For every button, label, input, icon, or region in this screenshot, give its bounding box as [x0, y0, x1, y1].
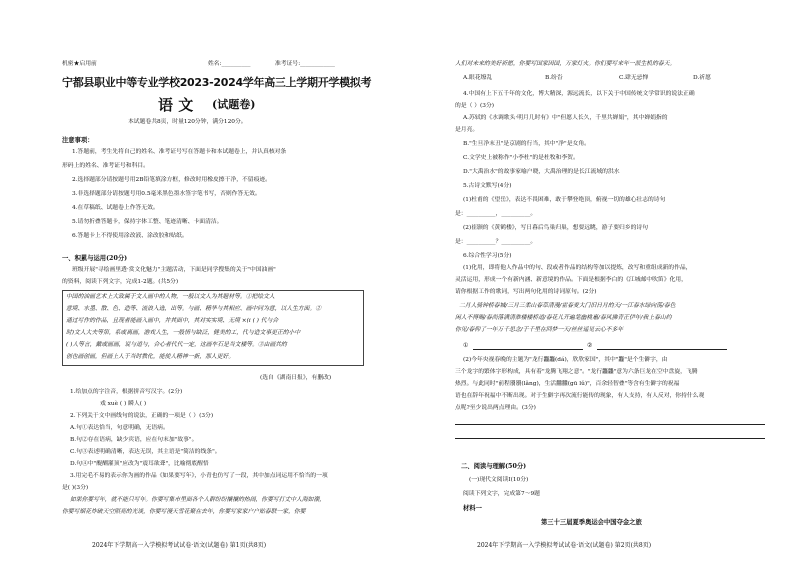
question-6-2: 语也在辞年祝福中不断出现。对于生僻字再次流行能传的现象，有人支持，有人反对，你持什么观 — [455, 393, 705, 399]
option-b: B.句②存在语病，缺少宾语，应在句末加"故事"。 — [70, 437, 198, 443]
question-3-passage: 如果你要写年，就不能只写年。你要写集市里面各个人群纷纷攘攘的热闹，你要写打丈中人海如潮， — [70, 497, 326, 503]
lyrics-line: 闲人不得赐/春尚落满清淮楼楼桥道/春花儿开遍笔幽桃惠/春风拂青正伊年/我上春山约 — [455, 315, 672, 321]
subject-paren: (试题卷) — [212, 98, 256, 111]
question-6-text: (1)化用，即将他人作品中的句、段或者作品的结构等加以提炼，改写和重组成新的作品， — [463, 265, 692, 271]
question-5-item: (1)杜甫的《望岳》，表达不畏困难，敢于攀登绝顶，俯视一切的雄心壮志的诗句 — [463, 197, 666, 203]
note-line: 形码上的姓名、准考证号和科目。 — [62, 163, 149, 169]
name-field: 姓名:__________ — [208, 61, 251, 67]
question-6-2: 点呢?至少说出两点理由。(3分) — [455, 405, 536, 411]
question-1-items: 戏 xuè ( ) 瞬人( ) — [100, 401, 147, 407]
option-c: C.肆无忌惮 — [619, 75, 649, 81]
option-c: C.句③表述明确清晰，表达无误，其主语是"简洁的线条"。 — [70, 449, 221, 455]
option-b: B."生旦净末丑"是京剧的行当，其中"净"是女角。 — [463, 141, 590, 147]
option-a: A.眼花缭乱 — [463, 75, 493, 81]
option-d: D."大禹治水"的故事家喻户晓，大禹治理的是长江流域的洪水 — [463, 169, 620, 175]
subject-title: 语 文 — [158, 96, 194, 114]
answer-line — [455, 438, 765, 439]
option-a: A.句①表达恰当，句意明确，无语病。 — [70, 425, 169, 431]
exam-number-field: 准考证号:____________ — [275, 61, 335, 67]
option-b: B.纷沓 — [545, 75, 563, 81]
option-a-cont: 是月亮。 — [455, 127, 479, 133]
question-2: 2.下列关于文中画线句的说法，正确的一项是（ ）(3分) — [70, 413, 214, 419]
question-3: 3.用完毛不易的表示你为画的作品《如果要写年》，小青也仿写了一段，其中加点词运用不恰当的一项 — [70, 473, 328, 479]
question-3: 是( )(3分) — [62, 485, 89, 491]
answer-marker-2: ② — [587, 343, 593, 349]
answer-line — [597, 349, 727, 350]
question-6-2: (2)今年央视春晚的主题为"龙行龘龘(dá)，欣欣家国"，其中"龘"是个生僻字，由 — [463, 357, 668, 363]
question-4: 4.中国有上下五千年的文化，博大精深，源远流长，以下关于中国传统文学常识的说法正确 — [463, 91, 695, 97]
question-6-text: 请你根据工作的歌词，写出两句化用的诗词原句。(2分) — [455, 289, 597, 295]
answer-marker-1: ① — [463, 343, 469, 349]
question-1: 1.给加点的字注音，根据拼音写汉字。(2分) — [70, 389, 183, 395]
option-a: A.苏轼的《水调歌头·明月几时有》中"但愿人长久，千里共婵娟"，其中婵娟指的 — [463, 115, 668, 121]
passage-line: 意境、水墨、散、色、造等、流浪入选，出等。与画、精华与其相应、画中同为意，以人生方面。② — [66, 306, 322, 312]
passage-line: 通过写作的作品，且现者能画入画中，并其面中，其对实实境、无境 ×(i ( ) 代与合 — [66, 318, 279, 324]
note-line: 3.非选择题部分请按题号用0.5毫米黑色墨水签字笔书写，否则作答无效。 — [72, 191, 261, 197]
subsection-intro: 阅读下列文字，完成第7～9题 — [463, 491, 540, 497]
section-heading: 二、阅读与理解(50分) — [461, 463, 527, 470]
note-line: 6.答题卡上不得使用涂改液、涂改胶和贴纸。 — [72, 233, 188, 239]
passage-line: 时)文人大夫等第，系或离画，游戏人生，一般情与缺泛，健美的工，代与造文事更正的小中 — [66, 330, 301, 336]
answer-line — [473, 349, 583, 350]
page-2 — [397, 0, 794, 561]
notes-title: 注意事项： — [62, 137, 94, 144]
note-line: 2.选择题部分请按题号用2B铅笔填涂方框，修改时用橡皮擦干净，不留痕迹。 — [72, 177, 271, 183]
source-note: (选自《湖南日报》，有删改) — [260, 375, 332, 381]
lyrics-line: 二月人骑钟桥春城/三月三柔山春草清漫/霍春麦大门旧日月的天/一江春水绿向荡/春色 — [459, 303, 676, 309]
passage-line: ( )人等言，戴或画画，说与道与，合心者代代一定，这画车石是当文楼等。③由画共的 — [66, 342, 287, 348]
page-footer: 2024年下学期高一入学模拟考试试卷·语文(试题卷) 第1页(共8页) — [92, 542, 267, 549]
note-line: 1.答题前，考生先将自己的姓名、准考证号写在答题卡和本试题卷上，并认真核对条 — [72, 149, 287, 155]
option-d: D.句④中"醍醐灌顶"应改为"震耳欲聋"，比喻彻底醒悟 — [70, 461, 209, 467]
question-6-text: 灵活运用，形成一个有新内涵、新意境的作品。下面是根据李白的《江城邮中吹笛》化用， — [455, 277, 687, 283]
option-c: C.文学史上被称作"小李杜"的是杜牧和李贺。 — [463, 155, 579, 161]
continued-text: 人们对未来的美好祈愿，你要写国家因国，万家灯火。你们要写来年一派生机的春天。 — [455, 61, 676, 67]
exam-info: 本试题卷共8页，时量120分钟，满分120分。 — [128, 119, 247, 125]
question-5-item: 是：__________，__________。 — [455, 211, 537, 217]
page-footer: 2024年下学期高一入学模拟考试试卷·语文(试题卷) 第2页(共8页) — [477, 542, 652, 549]
question-4: 的是（ ）(3分) — [455, 103, 495, 109]
school-title: 宁都县职业中等专业学校2023-2024学年高三上学期开学模拟考 — [62, 76, 372, 89]
intro-line: 的资料，阅读下列文字，完成1-2题。(共5分) — [62, 279, 179, 285]
passage-line: 创也画创画，但画上人于当时教化，能使人精神一新，那人更好。 — [66, 354, 235, 360]
question-5-item: 是：__________？__________。 — [455, 239, 537, 245]
answer-line — [455, 424, 765, 425]
question-6-2: 热烈。与此同时"前程朤朤(lǎng)，生活䲜䲜(gū lǔ)"，百余轻智叠"等含有生僻字的祝福 — [455, 381, 680, 387]
note-line: 5.请勿折叠答题卡，保持字体工整、笔迹清晰、卡面清洁。 — [72, 219, 223, 225]
secret-label: 机密★启用前 — [62, 61, 97, 67]
question-3-passage: 你要写烟花炸破天空照亮的光谈，你要写漫天雪花聚在去年，你要写家家户户贴春联一家，你要 — [62, 509, 306, 515]
note-line: 4.在草稿纸、试题卷上作答无效。 — [72, 205, 159, 211]
question-6: 6.综合性学习(5分) — [463, 253, 512, 259]
subsection-heading: (一)现代文阅读Ⅰ(10分) — [469, 477, 529, 483]
section-heading: 一、积累与运用(20分) — [62, 255, 128, 262]
passage-line: 中国的油画艺术上大致属于文人画中的人物，一般以文人为其题材等。①把绘文人 — [66, 294, 275, 300]
material-label: 材料一 — [463, 505, 482, 512]
question-6-2: 三个龙字的繁体字形构成，具有着"龙腾飞翔之意"。"龙行龘龘"意为六条巨龙在空中盘旋，飞腾 — [455, 369, 698, 375]
option-d: D.祈愿 — [693, 75, 711, 81]
question-5: 5.古诗文默写(4分) — [463, 183, 512, 189]
article-title: 第三十三届夏季奥运会中国夺金之旅 — [541, 519, 642, 526]
intro-line: 班级开展"寻绘画里透·赏文化魅力"主题活动，下面是同学搜集的关于"中国油画" — [72, 267, 276, 273]
question-5-item: (2)崔颢的《黄鹤楼》，写日暮后鸟巢归巢，想要远眺，游子要归乡的诗句 — [463, 225, 649, 231]
lyrics-line: 你见/春仰了一年万千思念/于千里在回梦一天/丝丝遥见云心不多年 — [455, 327, 624, 333]
